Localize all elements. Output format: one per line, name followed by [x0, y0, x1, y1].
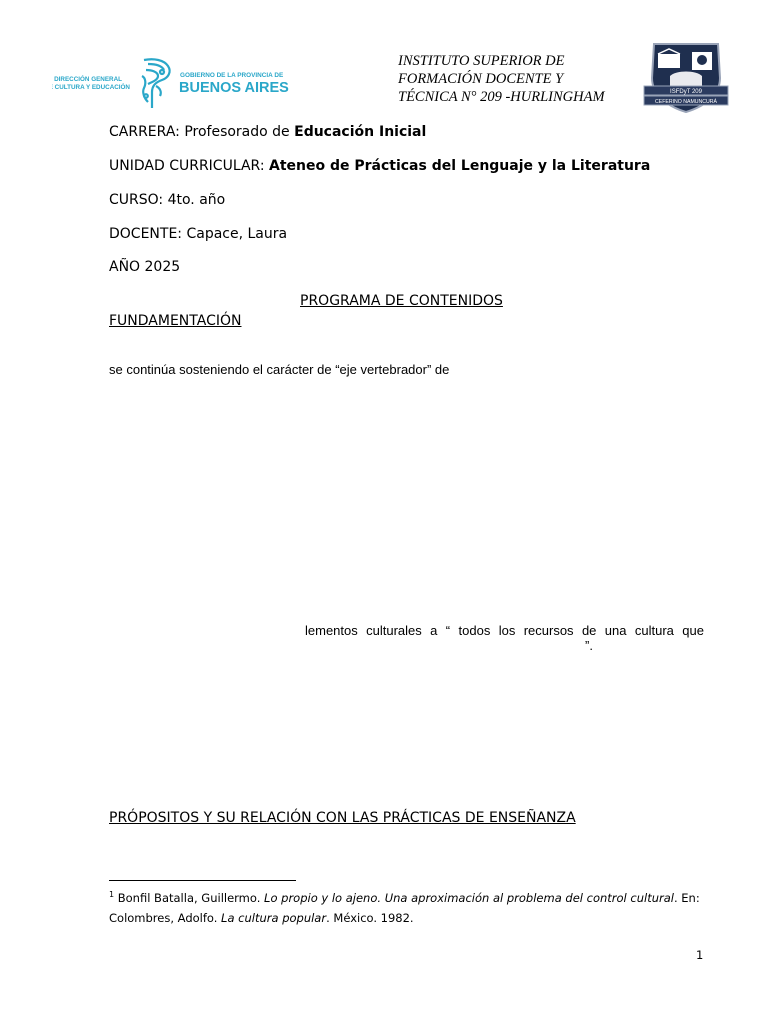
carrera-label: CARRERA:: [109, 124, 185, 140]
footnote-separator: [109, 880, 296, 881]
footnote-title: Lo propio y lo ajeno. Una aproximación al problema del control cultural: [264, 891, 674, 905]
shield-band-1: ISFDyT 209: [670, 89, 702, 95]
logo-buenos-aires: BUENOS AIRES: [179, 80, 289, 96]
footnote: [109, 888, 709, 928]
institute-line-3: TÉCNICA N° 209 -HURLINGHAM: [398, 89, 605, 105]
docente-line: DOCENTE: Capace, Laura: [109, 226, 288, 242]
body-line-1: se continúa sosteniendo el carácter de “eje vertebrador” de: [109, 362, 450, 377]
carrera-line: [109, 124, 426, 140]
section-propositos: PRÓPOSITOS Y SU RELACIÓN CON LAS PRÁCTICAS DE ENSEÑANZA: [109, 810, 576, 826]
unidad-label: UNIDAD CURRICULAR:: [109, 158, 269, 174]
province-logo: [52, 56, 302, 112]
curso-line: CURSO: 4to. año: [109, 192, 226, 208]
footnote-author: Bonfil Batalla, Guillermo.: [114, 891, 265, 905]
shield-band-2: CEFERINO NAMUNCURÁ: [655, 99, 717, 105]
footnote-line2-start: Colombres, Adolfo.: [109, 911, 222, 925]
institute-line-2: FORMACIÓN DOCENTE Y: [398, 71, 564, 87]
footnote-end: . México. 1982.: [326, 911, 414, 925]
carrera-prefix: Profesorado de: [184, 124, 295, 140]
body-line-2: lementos culturales a “ todos los recursos de una cultura que: [305, 623, 704, 638]
province-map-icon: [142, 59, 170, 108]
footnote-mid: . En:: [673, 891, 700, 905]
logo-gobierno-line: GOBIERNO DE LA PROVINCIA DE: [180, 72, 284, 79]
page-number: 1: [696, 948, 704, 962]
institute-name: [398, 52, 648, 106]
footnote-marker: 1: [109, 890, 115, 900]
institute-shield-logo: [640, 40, 732, 116]
anio-line: AÑO 2025: [109, 259, 181, 275]
institute-line-1: INSTITUTO SUPERIOR DE: [398, 53, 565, 69]
program-title: PROGRAMA DE CONTENIDOS: [300, 293, 503, 309]
unidad-line: [109, 158, 650, 174]
logo-dgce-line1: DIRECCIÓN GENERAL: [54, 76, 122, 83]
body-line-3: ”.: [585, 638, 593, 653]
carrera-value: Educación Inicial: [294, 124, 427, 140]
footnote-book: La cultura popular: [221, 911, 327, 925]
logo-dgce-line2: DE CULTURA Y EDUCACIÓN: [52, 84, 130, 91]
section-fundamentacion: FUNDAMENTACIÓN: [109, 313, 242, 329]
unidad-value: Ateneo de Prácticas del Lenguaje y la Literatura: [268, 158, 651, 174]
